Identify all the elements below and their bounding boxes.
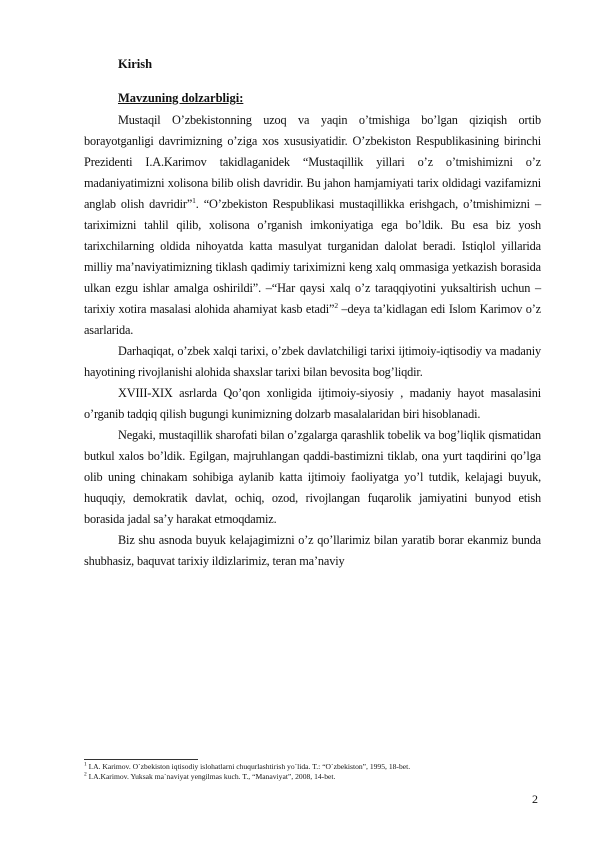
footnote-2: [84, 772, 554, 782]
footnote-1: [84, 762, 554, 772]
footnote-2-text: I.A.Karimov. Yuksak ma`naviyat yengilmas kuch. T., “Manaviyat”, 2008, 14-bet.: [86, 772, 336, 781]
footnote-1-text: I.A. Karimov. O`zbekiston iqtisodiy islohatlarni chuqurlashtirish yo`lida. T.: “O`zbekiston”, 1995, 18-bet.: [86, 762, 411, 771]
footnote-2-number: 2: [84, 771, 87, 778]
paragraph-1-part-1: Mustaqil O’zbekistonning uzoq va yaqin o’tmishiga bo’lgan qiziqish ortib borayotganligi davrimizning o’ziga xos xususiyatidir. O’zbekiston Respublikasining birinchi Prezidenti I.A.Karimov takidlaganidek “Mustaqillik yillari o’z o’tmishimizni o’z madaniyatimizni xolisona bilib olish davridir. Bu jahon hamjamiyati tarix oldidagi vazifamizni anglab olish davridir”: [84, 113, 541, 211]
section-subheading: Mavzuning dolzarbligi:: [118, 91, 244, 105]
page-number: 2: [532, 792, 538, 806]
footnotes: [84, 762, 554, 782]
paragraph-3: XVIII-XIX asrlarda Qo’qon xonligida ijtimoiy-siyosiy , madaniy hayot masalasini o’rganib tadqiq qilish bugungi kunimizning dolzarb masalalaridan biri hisoblanadi.: [84, 386, 541, 421]
section-heading: Kirish: [118, 57, 153, 71]
footnote-ref-1[interactable]: 1: [192, 195, 196, 205]
paragraph-1: [84, 110, 541, 341]
paragraph-2: Darhaqiqat, o’zbek xalqi tarixi, o’zbek davlatchiligi tarixi ijtimoiy-iqtisodiy va madaniy hayotining rivojlanishi alohida shaxslar tarixi bilan bevosita bog’liqdir.: [84, 344, 541, 379]
paragraph-4: Negaki, mustaqillik sharofati bilan o’zgalarga qarashlik tobelik va bog’liqlik qismatidan butkul xalos bo’ldik. Egilgan, majruhlangan qaddi-bastimizni tiklab, ona yurt taqdirini qo’lga olib uning chinakam sohibiga aylanib katta ijtimoiy faoliyatga yo’l tutdik, kelajagi buyuk, huquqiy, demokratik davlat, ochiq, ozod, rivojlangan fuqarolik jamiyatini bunyod etish borasida jadal sa’y harakat etmoqdamiz.: [84, 428, 541, 526]
paragraph-1-part-2: . “O’zbekiston Respublikasi mustaqillikka erishgach, o’tmishimizni –tariximizni tahlil qilib, xolisona o’rganish imkoniyatiga ega bo’ldik. Bu esa biz yosh tarixchilarning oldida nihoyatda katta masulyat turganidan dalolat beradi. Istiqlol yillarida milliy ma’naviyatimizning tiklash qadimiy tariximizni keng xalq ommasiga yetkazish borasida ulkan ezgu ishlar amalga oshirildi”. –“Har qaysi xalq o’z taraqqiyotini yuksaltirish uchun –tarixiy xotira masalasi alohida ahamiyat kasb etadi”: [84, 197, 541, 316]
paragraph-1-part-3: –deya ta’kidlagan edi Islom Karimov o’z asarlarida.: [84, 302, 541, 337]
footnote-1-number: 1: [84, 762, 87, 768]
body-text: [84, 110, 541, 572]
footnote-divider: [84, 759, 198, 760]
footnote-ref-2[interactable]: 2: [334, 300, 338, 310]
paragraph-5: Biz shu asnoda buyuk kelajagimizni o’z qo’llarimiz bilan yaratib borar ekanmiz bunda shubhasiz, baquvat tarixiy ildizlarimiz, teran ma’naviy: [84, 533, 541, 568]
